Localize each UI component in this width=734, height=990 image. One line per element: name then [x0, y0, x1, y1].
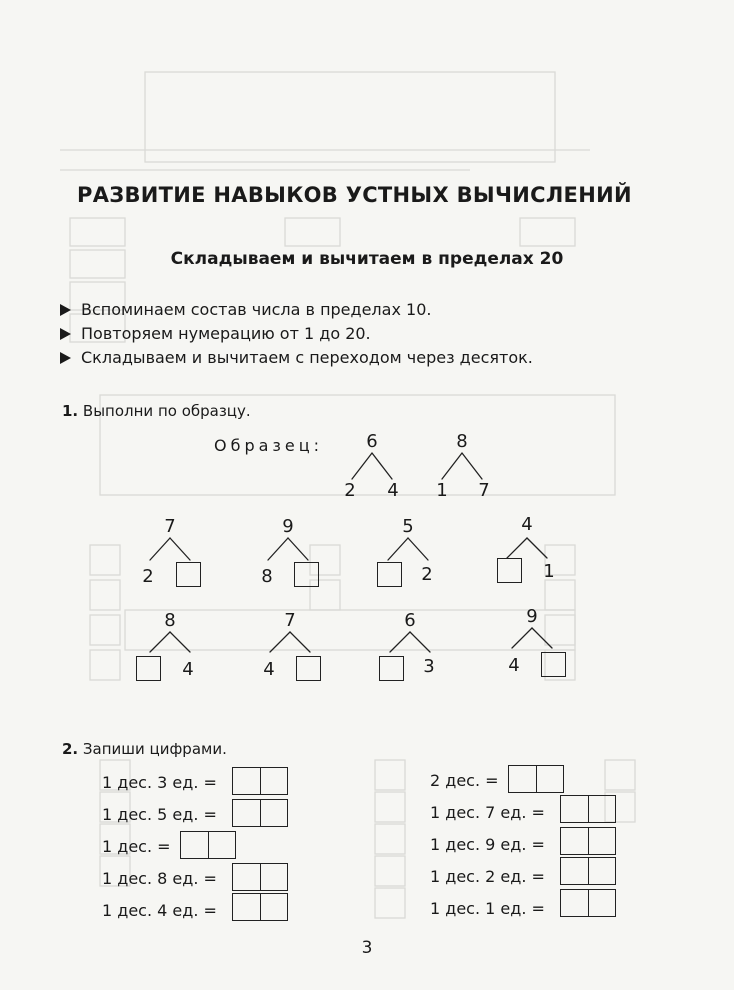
digit-task-label: 1 дес. 7 ед. = [430, 803, 545, 822]
tree-left-number: 4 [508, 655, 520, 676]
two-digit-answer-box[interactable] [232, 767, 288, 795]
task-2-heading [62, 740, 227, 758]
answer-box[interactable] [497, 558, 522, 583]
goal-text: Вспоминаем состав числа в пределах 10. [81, 300, 432, 319]
tree-right-number: 3 [423, 656, 435, 677]
digit-task-label: 1 дес. 8 ед. = [102, 869, 217, 888]
digit-task-label: 1 дес. 2 ед. = [430, 867, 545, 886]
triangle-bullet-icon [60, 352, 71, 364]
goal-item [60, 298, 533, 322]
digit-task-label: 1 дес. 9 ед. = [430, 835, 545, 854]
two-digit-answer-box[interactable] [180, 831, 236, 859]
page-title: РАЗВИТИЕ НАВЫКОВ УСТНЫХ ВЫЧИСЛЕНИЙ [77, 183, 632, 207]
tree-top-number: 9 [282, 516, 294, 537]
answer-box[interactable] [136, 656, 161, 681]
sample-tree-right-number: 4 [387, 480, 399, 501]
answer-box[interactable] [176, 562, 201, 587]
sample-tree-right-number: 7 [478, 480, 490, 501]
goal-text: Складываем и вычитаем с переходом через десяток. [81, 348, 533, 367]
section-subtitle: Складываем и вычитаем в пределах 20 [170, 249, 564, 269]
goals-list [60, 298, 533, 370]
answer-box[interactable] [541, 652, 566, 677]
two-digit-answer-box[interactable] [232, 799, 288, 827]
two-digit-answer-box[interactable] [232, 863, 288, 891]
answer-box[interactable] [294, 562, 319, 587]
triangle-bullet-icon [60, 328, 71, 340]
tree-right-number: 2 [421, 564, 433, 585]
digit-task-label: 1 дес. 1 ед. = [430, 899, 545, 918]
two-digit-answer-box[interactable] [560, 889, 616, 917]
tree-left-number: 2 [142, 566, 154, 587]
goal-item [60, 322, 533, 346]
tree-right-number: 1 [543, 561, 555, 582]
sample-tree-left-number: 2 [344, 480, 356, 501]
goal-item [60, 346, 533, 370]
tree-left-number: 8 [261, 566, 273, 587]
sample-label: Образец: [214, 436, 324, 455]
task-1-heading [62, 402, 251, 420]
tree-left-number: 4 [263, 659, 275, 680]
tree-top-number: 7 [284, 610, 296, 631]
tree-right-number: 4 [182, 659, 194, 680]
task-text: Выполни по образцу. [78, 402, 251, 420]
page-number: 3 [361, 938, 373, 958]
sample-tree-top-number: 8 [456, 431, 468, 452]
digit-task-label: 2 дес. = [430, 771, 499, 790]
tree-top-number: 4 [521, 514, 533, 535]
goal-text: Повторяем нумерацию от 1 до 20. [81, 324, 371, 343]
tree-top-number: 8 [164, 610, 176, 631]
two-digit-answer-box[interactable] [560, 857, 616, 885]
tree-top-number: 9 [526, 606, 538, 627]
task-number: 2. [62, 740, 79, 758]
tree-top-number: 6 [404, 610, 416, 631]
tree-top-number: 5 [402, 516, 414, 537]
two-digit-answer-box[interactable] [560, 827, 616, 855]
answer-box[interactable] [379, 656, 404, 681]
two-digit-answer-box[interactable] [560, 795, 616, 823]
digit-task-label: 1 дес. 4 ед. = [102, 901, 217, 920]
tree-top-number: 7 [164, 516, 176, 537]
answer-box[interactable] [296, 656, 321, 681]
sample-tree-top-number: 6 [366, 431, 378, 452]
two-digit-answer-box[interactable] [232, 893, 288, 921]
sample-tree-left-number: 1 [436, 480, 448, 501]
digit-task-label: 1 дес. = [102, 837, 171, 856]
task-number: 1. [62, 402, 79, 420]
triangle-bullet-icon [60, 304, 71, 316]
two-digit-answer-box[interactable] [508, 765, 564, 793]
answer-box[interactable] [377, 562, 402, 587]
digit-task-label: 1 дес. 5 ед. = [102, 805, 217, 824]
task-text: Запиши цифрами. [78, 740, 227, 758]
digit-task-label: 1 дес. 3 ед. = [102, 773, 217, 792]
